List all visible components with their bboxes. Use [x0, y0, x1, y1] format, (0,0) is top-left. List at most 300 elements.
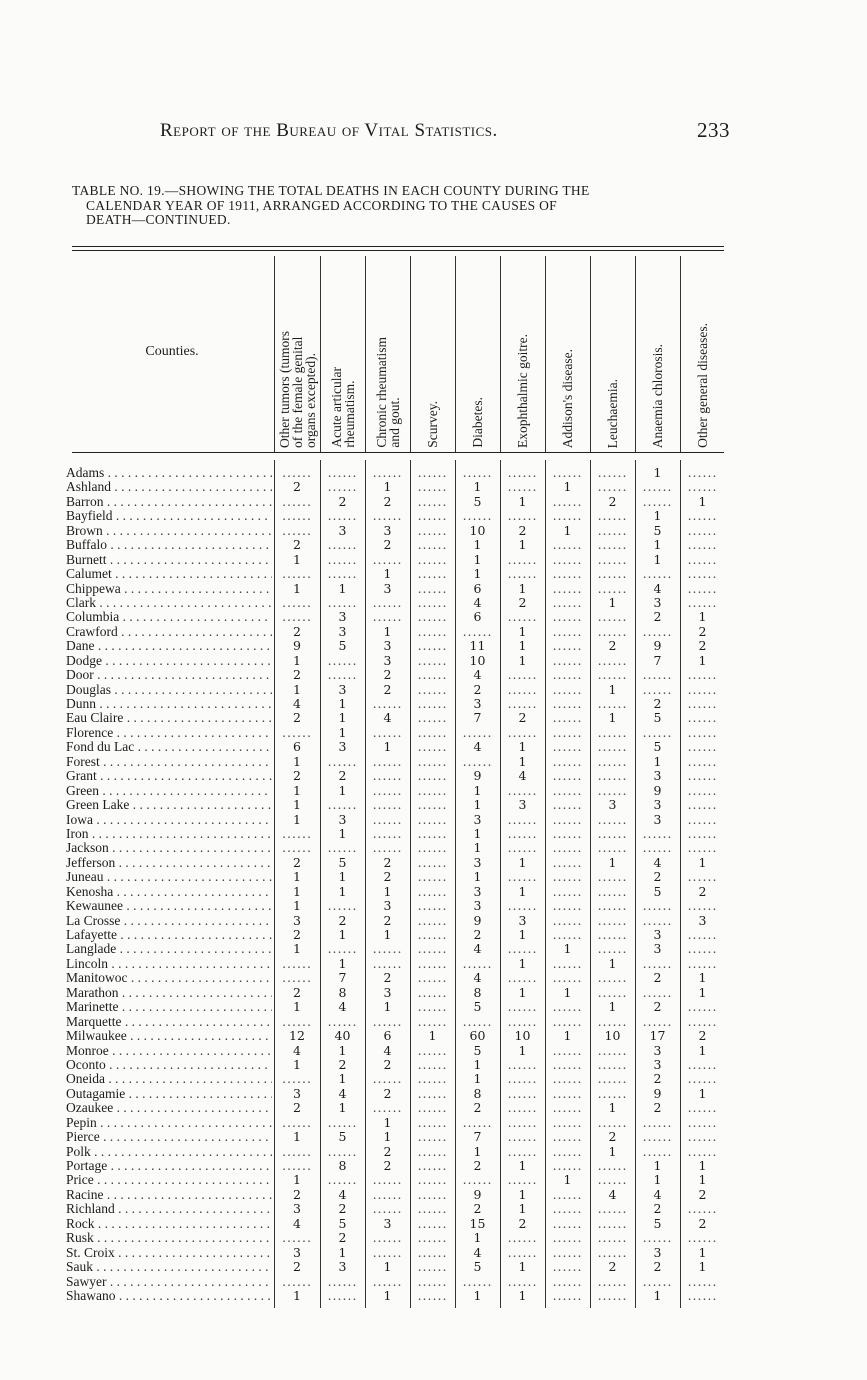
value-cell: 60: [469, 1028, 486, 1044]
table-row: [0, 784, 867, 798]
empty-cell: ......: [642, 912, 673, 928]
value-cell: 10: [604, 1028, 621, 1044]
value-cell: 9: [473, 912, 482, 928]
empty-cell: ......: [507, 681, 538, 697]
empty-cell: ......: [687, 1129, 718, 1145]
column-header-label: Addison's disease.: [560, 348, 575, 448]
empty-cell: ......: [552, 1071, 583, 1087]
value-cell: 1: [518, 652, 527, 668]
county-name: Ozaukee . . .: [66, 1101, 272, 1115]
empty-cell: ......: [687, 1056, 718, 1072]
table-row: [0, 683, 867, 697]
empty-cell: ......: [642, 1013, 673, 1029]
table-row: [0, 942, 867, 956]
empty-cell: ......: [282, 566, 312, 582]
empty-cell: ......: [417, 883, 448, 899]
empty-cell: ......: [372, 594, 403, 610]
empty-cell: ......: [282, 1273, 312, 1289]
empty-cell: ......: [597, 696, 628, 711]
empty-cell: ......: [597, 1172, 628, 1188]
value-cell: 4: [608, 1186, 617, 1202]
empty-cell: ......: [282, 1071, 312, 1087]
empty-cell: ......: [417, 667, 448, 683]
value-cell: 2: [383, 912, 392, 928]
empty-cell: ......: [417, 493, 448, 509]
empty-cell: ......: [507, 1114, 538, 1130]
empty-cell: ......: [687, 1071, 718, 1087]
empty-cell: ......: [507, 782, 538, 798]
empty-cell: ......: [282, 840, 312, 856]
value-cell: 7: [338, 970, 347, 986]
county-name: Burnett . . .: [66, 553, 272, 567]
value-cell: 3: [383, 984, 392, 1000]
value-cell: 1: [383, 927, 392, 942]
empty-cell: ......: [327, 797, 358, 813]
empty-cell: ......: [642, 1230, 673, 1246]
value-cell: 3: [653, 768, 662, 784]
empty-cell: ......: [552, 1056, 583, 1072]
empty-cell: ......: [687, 1287, 718, 1303]
county-name: Oconto . . .: [66, 1058, 272, 1072]
empty-cell: ......: [687, 739, 718, 755]
table-row: [0, 899, 867, 913]
table-row: [0, 1116, 867, 1130]
value-cell: 2: [383, 1143, 392, 1159]
table-row: [0, 856, 867, 870]
value-cell: 3: [518, 912, 527, 928]
table-row: [0, 1217, 867, 1231]
value-cell: 5: [338, 1129, 347, 1145]
empty-cell: ......: [507, 1100, 538, 1116]
value-cell: 1: [293, 1287, 301, 1303]
county-name: Marquette . . .: [66, 1015, 272, 1029]
empty-cell: ......: [372, 1273, 403, 1289]
empty-cell: ......: [282, 609, 312, 625]
empty-cell: ......: [687, 566, 718, 582]
empty-cell: ......: [597, 1201, 628, 1217]
table-row: [0, 870, 867, 884]
value-cell: 1: [293, 883, 301, 899]
empty-cell: ......: [597, 825, 628, 841]
empty-cell: ......: [642, 825, 673, 841]
empty-cell: ......: [507, 825, 538, 841]
empty-cell: ......: [462, 623, 493, 639]
empty-cell: ......: [417, 1158, 448, 1173]
value-cell: 1: [473, 537, 482, 553]
value-cell: 2: [293, 623, 301, 639]
empty-cell: ......: [552, 710, 583, 726]
empty-cell: ......: [327, 551, 358, 567]
empty-cell: ......: [372, 1201, 403, 1217]
county-name: Brown . . .: [66, 524, 272, 538]
empty-cell: ......: [462, 753, 493, 769]
value-cell: 1: [653, 753, 662, 769]
empty-cell: ......: [507, 609, 538, 625]
value-cell: 3: [338, 522, 347, 538]
table-row: [0, 1231, 867, 1245]
county-name: Sauk . . .: [66, 1260, 272, 1274]
value-cell: 3: [338, 811, 347, 827]
header-column-rule: [410, 256, 411, 452]
empty-cell: ......: [327, 479, 358, 495]
value-cell: 2: [473, 681, 482, 697]
value-cell: 3: [383, 898, 392, 914]
value-cell: 1: [518, 984, 527, 1000]
value-cell: 5: [653, 1215, 662, 1231]
empty-cell: ......: [282, 1013, 312, 1029]
empty-cell: ......: [507, 1143, 538, 1159]
value-cell: 2: [653, 1201, 662, 1217]
value-cell: 3: [338, 681, 347, 697]
county-name: La Crosse . . .: [66, 914, 272, 928]
empty-cell: ......: [282, 970, 312, 986]
county-name: Pepin . . .: [66, 1116, 272, 1130]
value-cell: 1: [698, 493, 707, 509]
empty-cell: ......: [687, 710, 718, 726]
empty-cell: ......: [417, 508, 448, 524]
empty-cell: ......: [552, 999, 583, 1015]
table-row: [0, 971, 867, 985]
value-cell: 2: [653, 1100, 662, 1116]
value-cell: 2: [338, 912, 347, 928]
empty-cell: ......: [552, 566, 583, 582]
column-header-label: Acute articular rheumatism.: [328, 367, 357, 448]
county-name: Outagamie . . .: [66, 1087, 272, 1101]
county-name: Fond du Lac . . .: [66, 740, 272, 754]
empty-cell: ......: [687, 811, 718, 827]
empty-cell: ......: [687, 1230, 718, 1246]
table-row: [0, 1188, 867, 1202]
empty-cell: ......: [687, 724, 718, 740]
empty-cell: ......: [417, 941, 448, 957]
empty-cell: ......: [642, 1114, 673, 1130]
value-cell: 1: [518, 854, 527, 870]
empty-cell: ......: [372, 1100, 403, 1116]
empty-cell: ......: [417, 1114, 448, 1130]
empty-cell: ......: [417, 1287, 448, 1303]
value-cell: 5: [473, 1259, 482, 1275]
empty-cell: ......: [687, 1143, 718, 1159]
empty-cell: ......: [417, 753, 448, 769]
value-cell: 1: [698, 970, 707, 986]
value-cell: 9: [293, 638, 301, 654]
empty-cell: ......: [687, 955, 718, 971]
value-cell: 1: [563, 1028, 572, 1044]
table-row: [0, 885, 867, 899]
value-cell: 6: [473, 609, 482, 625]
value-cell: 1: [518, 623, 527, 639]
value-cell: 3: [338, 623, 347, 639]
value-cell: 1: [338, 1042, 347, 1058]
empty-cell: ......: [372, 941, 403, 957]
empty-cell: ......: [642, 1129, 673, 1145]
value-cell: 1: [518, 1287, 527, 1303]
empty-cell: ......: [552, 594, 583, 610]
empty-cell: ......: [552, 1244, 583, 1260]
table-row: [0, 596, 867, 610]
empty-cell: ......: [642, 493, 673, 509]
empty-cell: ......: [642, 623, 673, 639]
empty-cell: ......: [372, 768, 403, 784]
empty-cell: ......: [687, 825, 718, 841]
value-cell: 6: [293, 739, 301, 755]
empty-cell: ......: [597, 811, 628, 827]
county-name: Kewaunee . . .: [66, 899, 272, 913]
county-name: Manitowoc . . .: [66, 971, 272, 985]
value-cell: 2: [293, 768, 301, 784]
empty-cell: ......: [597, 883, 628, 899]
value-cell: 1: [293, 753, 301, 769]
value-cell: 1: [293, 811, 301, 827]
value-cell: 1: [338, 825, 347, 841]
value-cell: 2: [338, 1201, 347, 1217]
value-cell: 1: [518, 1186, 527, 1202]
empty-cell: ......: [597, 970, 628, 986]
county-name: Green Lake . . .: [66, 798, 272, 812]
value-cell: 1: [608, 710, 617, 726]
empty-cell: ......: [507, 508, 538, 524]
empty-cell: ......: [327, 652, 358, 668]
county-name: Florence . . .: [66, 726, 272, 740]
county-name: Marathon . . .: [66, 986, 272, 1000]
table-row: [0, 495, 867, 509]
empty-cell: ......: [417, 1085, 448, 1101]
value-cell: 1: [698, 609, 707, 625]
table-row: [0, 726, 867, 740]
value-cell: 1: [293, 941, 301, 957]
empty-cell: ......: [597, 537, 628, 553]
column-header-label: Other general diseases.: [695, 323, 710, 448]
column-header-5: [455, 258, 500, 448]
value-cell: 2: [293, 984, 301, 1000]
value-cell: 2: [698, 883, 707, 899]
page-title: Report of the Bureau of Vital Statistics.: [160, 120, 498, 141]
table-top-rule: [72, 246, 724, 247]
value-cell: 3: [473, 854, 482, 870]
empty-cell: ......: [507, 667, 538, 683]
empty-cell: ......: [687, 840, 718, 856]
table-row: [0, 1000, 867, 1014]
empty-cell: ......: [597, 1056, 628, 1072]
empty-cell: ......: [372, 465, 403, 480]
value-cell: 1: [518, 1158, 527, 1173]
value-cell: 3: [698, 912, 707, 928]
empty-cell: ......: [597, 1114, 628, 1130]
value-cell: 3: [293, 1244, 301, 1260]
value-cell: 1: [698, 652, 707, 668]
value-cell: 1: [293, 580, 301, 596]
county-name: Marinette . . .: [66, 1000, 272, 1014]
value-cell: 1: [383, 1287, 392, 1303]
value-cell: 2: [293, 1259, 301, 1275]
value-cell: 7: [653, 652, 662, 668]
table-row: [0, 1145, 867, 1159]
empty-cell: ......: [282, 1114, 312, 1130]
empty-cell: ......: [417, 955, 448, 971]
empty-cell: ......: [687, 551, 718, 567]
empty-cell: ......: [597, 984, 628, 1000]
empty-cell: ......: [687, 537, 718, 553]
value-cell: 2: [293, 479, 301, 495]
empty-cell: ......: [372, 1186, 403, 1202]
empty-cell: ......: [417, 609, 448, 625]
county-name: Bayfield . . .: [66, 509, 272, 523]
empty-cell: ......: [687, 1013, 718, 1029]
empty-cell: ......: [552, 667, 583, 683]
empty-cell: ......: [507, 999, 538, 1015]
empty-cell: ......: [372, 955, 403, 971]
value-cell: 5: [473, 999, 482, 1015]
value-cell: 2: [698, 1215, 707, 1231]
empty-cell: ......: [417, 551, 448, 567]
empty-cell: ......: [597, 551, 628, 567]
empty-cell: ......: [552, 1013, 583, 1029]
empty-cell: ......: [552, 493, 583, 509]
value-cell: 1: [293, 782, 301, 798]
column-header-8: [590, 258, 635, 448]
table-row: [0, 1173, 867, 1187]
value-cell: 1: [383, 1129, 392, 1145]
value-cell: 2: [293, 927, 301, 942]
empty-cell: ......: [327, 465, 358, 480]
value-cell: 1: [473, 797, 482, 813]
value-cell: 12: [289, 1028, 305, 1044]
empty-cell: ......: [552, 883, 583, 899]
empty-cell: ......: [507, 1129, 538, 1145]
value-cell: 1: [518, 955, 527, 971]
caption-line-3: DEATH—CONTINUED.: [86, 212, 231, 227]
value-cell: 3: [338, 739, 347, 755]
empty-cell: ......: [642, 984, 673, 1000]
value-cell: 1: [428, 1028, 437, 1044]
empty-cell: ......: [372, 1013, 403, 1029]
value-cell: 2: [608, 1129, 617, 1145]
empty-cell: ......: [327, 898, 358, 914]
empty-cell: ......: [507, 551, 538, 567]
table-row: [0, 1072, 867, 1086]
value-cell: 8: [473, 1085, 482, 1101]
value-cell: 1: [653, 537, 662, 553]
column-header-label: Scurvey.: [425, 401, 440, 448]
value-cell: 1: [293, 1129, 301, 1145]
column-header-1: [274, 258, 320, 448]
value-cell: 4: [293, 1215, 301, 1231]
value-cell: 2: [608, 638, 617, 654]
empty-cell: ......: [507, 1071, 538, 1087]
county-name: Sawyer . . .: [66, 1275, 272, 1289]
value-cell: 2: [518, 1215, 527, 1231]
county-name: Racine . . .: [66, 1188, 272, 1202]
value-cell: 2: [338, 1056, 347, 1072]
empty-cell: ......: [597, 652, 628, 668]
empty-cell: ......: [552, 811, 583, 827]
county-name: Crawford . . .: [66, 625, 272, 639]
counties-column-header: Counties.: [145, 344, 199, 359]
county-name: Rusk . . .: [66, 1231, 272, 1245]
county-name: Iowa . . .: [66, 813, 272, 827]
value-cell: 1: [338, 927, 347, 942]
value-cell: 2: [473, 1158, 482, 1173]
empty-cell: ......: [552, 1042, 583, 1058]
value-cell: 2: [653, 1071, 662, 1087]
value-cell: 4: [518, 768, 527, 784]
value-cell: 1: [338, 724, 347, 740]
empty-cell: ......: [372, 508, 403, 524]
empty-cell: ......: [282, 1230, 312, 1246]
table-row: [0, 509, 867, 523]
empty-cell: ......: [507, 1085, 538, 1101]
empty-cell: ......: [642, 724, 673, 740]
value-cell: 4: [473, 970, 482, 986]
column-header-2: [320, 258, 365, 448]
empty-cell: ......: [417, 1230, 448, 1246]
value-cell: 4: [473, 739, 482, 755]
empty-cell: ......: [687, 927, 718, 942]
empty-cell: ......: [597, 1085, 628, 1101]
empty-cell: ......: [552, 508, 583, 524]
empty-cell: ......: [282, 1158, 312, 1173]
empty-cell: ......: [552, 1259, 583, 1275]
empty-cell: ......: [552, 840, 583, 856]
value-cell: 1: [383, 623, 392, 639]
value-cell: 1: [383, 883, 392, 899]
value-cell: 3: [653, 927, 662, 942]
value-cell: 1: [563, 941, 572, 957]
county-name: Green . . .: [66, 784, 272, 798]
table-row: [0, 668, 867, 682]
value-cell: 2: [293, 1186, 301, 1202]
empty-cell: ......: [507, 869, 538, 885]
value-cell: 4: [293, 1042, 301, 1058]
table-row: [0, 1101, 867, 1115]
empty-cell: ......: [327, 941, 358, 957]
empty-cell: ......: [372, 696, 403, 711]
value-cell: 1: [518, 927, 527, 942]
value-cell: 2: [653, 696, 662, 711]
value-cell: 10: [514, 1028, 531, 1044]
value-cell: 1: [698, 1085, 707, 1101]
empty-cell: ......: [552, 681, 583, 697]
value-cell: 2: [698, 1186, 707, 1202]
value-cell: 1: [608, 999, 617, 1015]
empty-cell: ......: [552, 537, 583, 553]
empty-cell: ......: [507, 811, 538, 827]
empty-cell: ......: [417, 1215, 448, 1231]
empty-cell: ......: [372, 753, 403, 769]
value-cell: 1: [383, 479, 392, 495]
value-cell: 1: [698, 1158, 707, 1173]
empty-cell: ......: [552, 1085, 583, 1101]
value-cell: 2: [293, 854, 301, 870]
value-cell: 2: [293, 537, 301, 553]
value-cell: 1: [293, 1056, 301, 1072]
value-cell: 1: [383, 739, 392, 755]
empty-cell: ......: [507, 941, 538, 957]
empty-cell: ......: [552, 869, 583, 885]
value-cell: 4: [473, 941, 482, 957]
table-row: [0, 567, 867, 581]
value-cell: 5: [338, 1215, 347, 1231]
value-cell: 1: [653, 1172, 662, 1188]
empty-cell: ......: [507, 696, 538, 711]
value-cell: 9: [653, 1085, 662, 1101]
header-bottom-rule: [72, 452, 724, 453]
table-row: [0, 697, 867, 711]
empty-cell: ......: [372, 1172, 403, 1188]
table-row: [0, 480, 867, 494]
value-cell: 1: [518, 883, 527, 899]
empty-cell: ......: [552, 638, 583, 654]
